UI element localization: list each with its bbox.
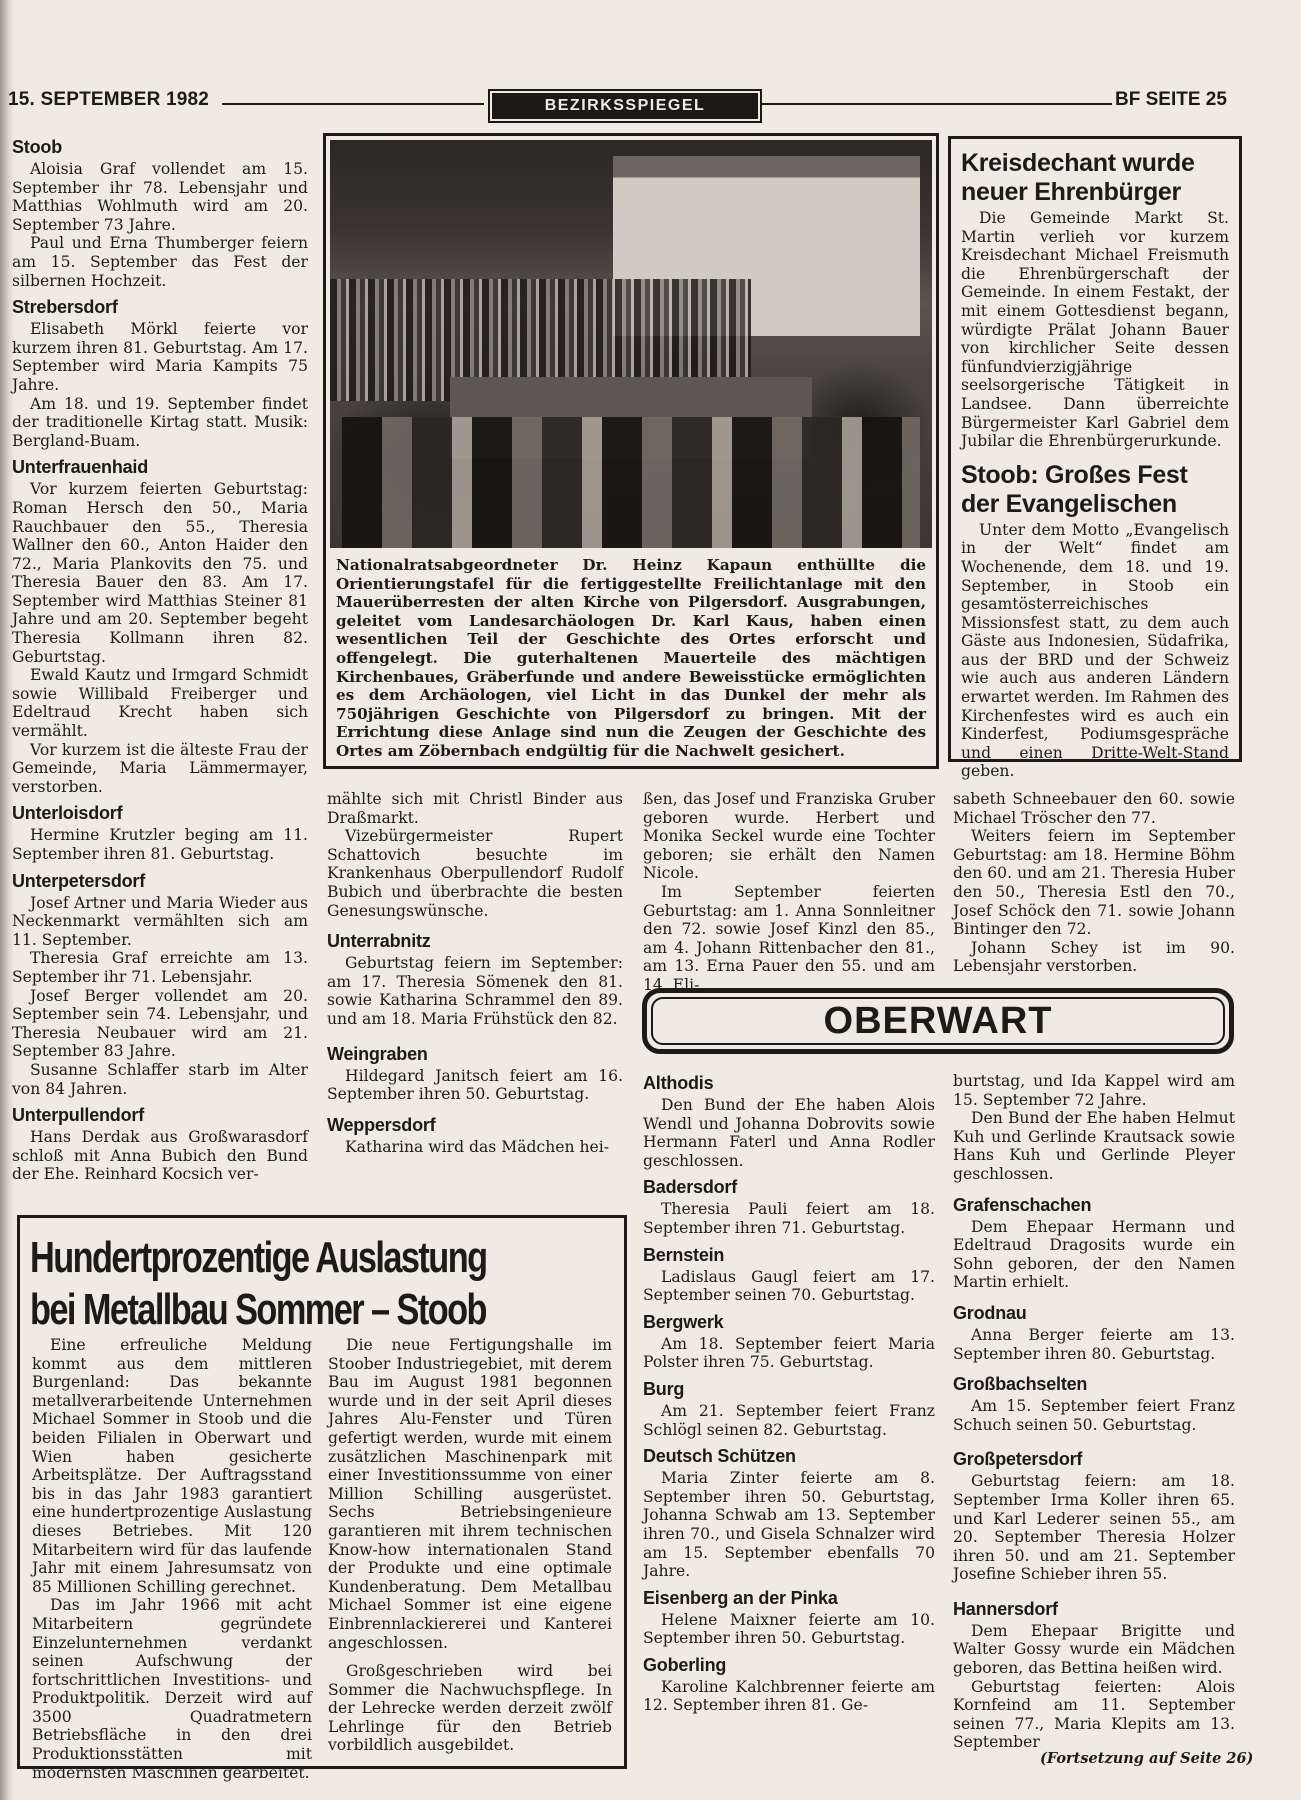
news-paragraph: Theresia Pauli feiert am 18. September ihren 71. Geburtstag. — [643, 1200, 935, 1237]
oberwart-column-right — [953, 1072, 1235, 1752]
district-banner-oberwart — [642, 988, 1234, 1054]
village-heading: Weingraben — [327, 1043, 428, 1064]
news-paragraph: Elisabeth Mörkl feierte vor kurzem ihren 81. Geburtstag. Am 17. September wird Maria Kampits 75 Jahre. — [12, 320, 308, 394]
article-headline: Stoob: Großes Fest der Evangelischen — [961, 460, 1188, 518]
headline-line-1: Hundertprozentige Auslastung — [30, 1233, 487, 1282]
column-3-top — [643, 790, 935, 995]
village-heading: Weppersdorf — [327, 1114, 436, 1135]
district-banner-title: OBERWART — [823, 999, 1053, 1042]
news-paragraph: Theresia Graf erreichte am 13. September ihr 71. Lebensjahr. — [12, 949, 308, 986]
village-heading: Hannersdorf — [953, 1598, 1058, 1619]
village-heading: Großbachselten — [953, 1374, 1088, 1395]
news-paragraph: Aloisia Graf vollendet am 15. September ihr 78. Lebensjahr und Matthias Wohlmuth wird am 20. September 73 Jahre. — [12, 160, 308, 234]
village-heading: Unterfrauenhaid — [12, 457, 149, 478]
article-body: Unter dem Motto „Evangelisch in der Welt“ findet am Wochenende, dem 18. und 19. September, in Stoob ein gesamtösterreichisches Missionsfest statt, zu dem auch Gäste aus Indonesien, Südafrika, aus der BRD und der Schweiz wie auch aus anderen Ländern erwartet werden. Im Rahmen des Kirchenfestes wird es auch ein Kinderfest, Podiumsgespräche und einen Dritte-Welt-Stand geben. — [961, 520, 1229, 781]
photo-crowd-front — [342, 417, 920, 548]
article-headline — [30, 1232, 486, 1336]
village-heading: Grodnau — [953, 1302, 1027, 1323]
news-paragraph: Am 18. und 19. September findet der traditionelle Kirtag statt. Musik: Bergland-Buam. — [12, 394, 308, 450]
village-heading: Großpetersdorf — [953, 1449, 1083, 1470]
news-paragraph: Den Bund der Ehe haben Alois Wendl und Johanna Dobrovits sowie Hermann Faterl und Anna Rodler geschlossen. — [643, 1096, 935, 1170]
article-column-left — [32, 1336, 312, 1782]
page-number: BF SEITE 25 — [1115, 89, 1227, 110]
news-paragraph: Johann Schey ist im 90. Lebensjahr verstorben. — [953, 938, 1235, 976]
news-paragraph: Im September feierten Geburtstag: am 1. Anna Sonnleitner den 72. sowie Josef Kinzl den 85., am 4. Johann Rittenbacher den 81., am 13. Erna Pauer den 55. und am 14. Eli- — [643, 882, 935, 994]
village-heading: Strebersdorf — [12, 297, 118, 318]
news-paragraph: Ladislaus Gaugl feiert am 17. September seinen 70. Geburtstag. — [643, 1267, 935, 1305]
news-paragraph: Anna Berger feierte am 13. September ihren 80. Geburtstag. — [953, 1325, 1235, 1363]
news-paragraph: Susanne Schlaffer starb im Alter von 84 Jahren. — [12, 1060, 308, 1098]
continuation-note: (Fortsetzung auf Seite 26) — [1040, 1750, 1254, 1767]
news-paragraph: Katharina wird das Mädchen hei- — [345, 1137, 610, 1156]
article-paragraph: Die neue Fertigungshalle im Stoober Industriegebiet, mit derem Bau im August 1981 begonnen wurde und in der seit April dieses Jahres Alu-Fenster und Türen gefertigt werden, wurde mit einem zusätzlichen Maschinenpark mit einer Investitionssumme von einer Million Schilling ausgerüstet. Sechs Betriebsingenieure garantieren mit ihrem technischen Know-how internationalen Stand der Produkte und eine optimale Kundenberatung. Dem Metallbau Michael Sommer ist eine eigene Einbrennlackiererei und Kanterei angeschlossen. — [328, 1336, 612, 1652]
news-paragraph: Ewald Kautz und Irmgard Schmidt sowie Willibald Freiberger und Edeltraud Krecht haben sich vermählt. — [12, 666, 308, 741]
news-paragraph-continued: mählte sich mit Christl Binder aus Draßmarkt. — [327, 790, 623, 827]
village-heading: Unterrabnitz — [327, 931, 431, 952]
news-paragraph: Hans Derdak aus Großwarasdorf schloß mit Anna Bubich den Bund der Ehe. Reinhard Kocsich ver- — [12, 1128, 308, 1184]
news-paragraph: Dem Ehepaar Brigitte und Walter Gossy wurde ein Mädchen geboren, das Bettina heißen wird. — [953, 1621, 1235, 1678]
article-paragraph: Eine erfreuliche Meldung kommt aus dem mittleren Burgenland: Das bekannte metallverarbeitende Unternehmen Michael Sommer in Stoob und die beiden Filialen in Oberwart und Wien haben gesicherte Arbeitsplätze. Der Auftragsstand bis in das Jahr 1983 garantiert eine hundertprozentige Auslastung dieses Betriebes. Mit 120 Mitarbeitern wird für das laufende Jahr mit einem Jahresumsatz von 85 Millionen Schilling gerechnet. — [32, 1336, 312, 1596]
news-paragraph: Paul und Erna Thumberger feiern am 15. September das Fest der silbernen Hochzeit. — [12, 234, 308, 290]
column-1 — [12, 136, 308, 1184]
village-heading: Goberling — [643, 1654, 727, 1675]
article-paragraph: Das im Jahr 1966 mit acht Mitarbeitern gegründete Einzelunternehmen verdankt seinen Aufschwung der fortschrittlichen Investitions- und Produktpolitik. Derzeit wird auf 3500 Quadratmetern Betriebsfläche in den drei Produktionsstätten mit modernsten Maschinen gearbeitet. — [32, 1596, 312, 1782]
news-paragraph: Vizebürgermeister Rupert Schattovich besuchte im Krankenhaus Oberpullendorf Rudolf Bubich und überbrachte die besten Genesungswünsche. — [327, 827, 623, 920]
section-title-box — [488, 89, 762, 123]
village-heading: Deutsch Schützen — [643, 1446, 796, 1467]
section-title: BEZIRKSSPIEGEL — [544, 97, 706, 114]
village-heading: Althodis — [643, 1073, 714, 1093]
village-heading: Burg — [643, 1378, 685, 1399]
photo-article — [323, 133, 939, 769]
news-paragraph: Am 18. September feiert Maria Polster ihren 75. Geburtstag. — [643, 1334, 935, 1372]
village-heading: Badersdorf — [643, 1177, 738, 1198]
photo-crowd-ceremony-icon — [330, 140, 932, 548]
article-paragraph: Großgeschrieben wird bei Sommer die Nachwuchspflege. In der Lehrecke werden derzeit zwölf Lehrlinge für den Betrieb vorbildlich ausgebildet. — [328, 1662, 612, 1755]
news-paragraph: Maria Zinter feierte am 8. September ihren 50. Geburtstag, Johanna Schwab am 13. September ihren 70., und Gisela Schnalzer wird am 15. September ebenfalls 70 Jahre. — [643, 1469, 935, 1581]
village-heading: Grafenschachen — [953, 1194, 1092, 1215]
news-paragraph: Karoline Kalchbrenner feierte am 12. September ihren 81. Ge- — [643, 1677, 935, 1715]
news-paragraph: Hermine Krutzler beging am 11. September ihren 81. Geburtstag. — [12, 826, 308, 863]
issue-date: 15. SEPTEMBER 1982 — [8, 89, 210, 110]
village-heading: Unterpullendorf — [12, 1105, 144, 1126]
news-paragraph: Am 21. September feiert Franz Schlögl seinen 82. Geburtstag. — [643, 1401, 935, 1439]
article-body: Die Gemeinde Markt St. Martin verlieh vor kurzem Kreisdechant Michael Freismuth die Ehrenbürgerschaft der Gemeinde. In einem Festakt, der mit einem Gottesdienst begann, würdigte Prälat Johann Bauer von kirchlicher Seite dessen fünfundvierzigjährige seelsorgerische Tätigkeit in Landsee. Dann überreichte Bürgermeister Karl Gabriel dem Jubilar die Ehrenbürgerurkunde. — [961, 209, 1229, 451]
village-heading: Unterpetersdorf — [12, 870, 146, 891]
oberwart-column-left — [643, 1072, 935, 1715]
boxed-article-metallbau — [17, 1215, 627, 1782]
news-paragraph: Geburtstag feiern: am 18. September Irma Koller ihren 65. und Karl Lederer seinen 55., am 20. September Theresia Holzer ihren 50. und am 21. September Josefine Schieber ihren 55. — [953, 1472, 1235, 1584]
news-paragraph: Josef Artner und Maria Wieder aus Neckenmarkt vermählten sich am 11. September. — [12, 893, 308, 949]
news-paragraph: Hildegard Janitsch feiert am 16. September ihren 50. Geburtstag. — [327, 1066, 623, 1104]
news-paragraph: Vor kurzem feierten Geburtstag: Roman Hersch den 50., Maria Rauchbauer den 55., Theresia Wallner den 60., Anton Haider den 72., Maria Plankovits den 75. und Theresia Bauer den 83. Am 17. September wird Matthias Steiner 81 Jahre und am 20. September begeht Theresia Kollmann ihren 82. Geburtstag. — [12, 480, 308, 666]
village-heading: Bergwerk — [643, 1311, 724, 1332]
news-paragraph: Vor kurzem ist die älteste Frau der Gemeinde, Maria Lämmermayer, verstorben. — [12, 740, 308, 796]
village-heading: Unterloisdorf — [12, 803, 123, 824]
village-heading: Stoob — [12, 137, 62, 157]
header-rule-left — [222, 103, 484, 105]
village-heading: Eisenberg an der Pinka — [643, 1587, 838, 1608]
article-column-right — [328, 1336, 612, 1755]
news-paragraph-continued: ßen, das Josef und Franziska Gruber geboren wurde. Herbert und Monika Seckel wurde eine Tochter geboren; sie erhält den Namen Nicole. — [643, 790, 935, 883]
photo-caption: Nationalratsabgeordneter Dr. Heinz Kapaun enthüllte die Orientierungstafel für die fertiggestellte Freilichtanlage mit den Mauerüberresten der alten Kirche von Pilgersdorf. Ausgrabungen, geleitet vom Landesarchäologen Dr. Karl Kaus, haben einen wesentlichen Teil der Geschichte des Ortes erforscht und offengelegt. Die guterhaltenen Mauerteile des mächtigen Kirchenbaues, Gräberfunde und andere Beweisstücke ermöglichten es dem Archäologen, viel Licht in das Dunkel der mehr als 750jährigen Geschichte von Pilgersdorf zu bringen. Mit der Errichtung diese Anlage sind nun die Zeugen der Geschichte des Ortes am Zöbernbach endgültig für die Nachwelt gesichert. — [336, 556, 926, 760]
header-rule-right — [762, 103, 1112, 105]
news-paragraph: Dem Ehepaar Hermann und Edeltraud Dragosits wurde ein Sohn geboren, der den Namen Martin erhielt. — [953, 1217, 1235, 1292]
article-headline: Kreisdechant wurde neuer Ehrenbürger — [961, 149, 1195, 206]
column-4-top — [953, 790, 1235, 976]
news-paragraph-continued: sabeth Schneebauer den 60. sowie Michael Tröscher den 77. — [953, 790, 1235, 827]
column-2 — [327, 790, 623, 1156]
news-paragraph-continued: burtstag, und Ida Kappel wird am 15. September 72 Jahre. — [953, 1072, 1235, 1109]
village-heading: Bernstein — [643, 1244, 725, 1265]
news-paragraph: Geburtstag feierten: Alois Kornfeind am 11. September seinen 77., Maria Klepits am 13. September — [953, 1677, 1235, 1752]
news-paragraph: Weiters feiern im September Geburtstag: am 18. Hermine Böhm den 60. und am 21. Theresia Huber den 50., Theresia Estl den 70., Josef Schöck den 71. sowie Johann Bintinger den 72. — [953, 827, 1235, 939]
headline-line-2: bei Metallbau Sommer – Stoob — [30, 1285, 486, 1334]
news-paragraph: Josef Berger vollendet am 20. September sein 74. Lebensjahr, und Theresia Neubauer wird am 21. September 83 Jahre. — [12, 986, 308, 1061]
news-paragraph: Helene Maixner feierte am 10. September ihren 50. Geburtstag. — [643, 1610, 935, 1648]
news-paragraph: Am 15. September feiert Franz Schuch seinen 50. Geburtstag. — [953, 1397, 1235, 1434]
boxed-articles-right — [948, 136, 1242, 781]
news-paragraph: Geburtstag feiern im September: am 17. Theresia Sömenek den 81. sowie Katharina Schrammel den 89. und am 18. Maria Frühstück den 82. — [327, 954, 623, 1028]
news-paragraph: Den Bund der Ehe haben Helmut Kuh und Gerlinde Krautsack sowie Hans Kuh und Gerlinde Pleyer geschlossen. — [953, 1109, 1235, 1183]
